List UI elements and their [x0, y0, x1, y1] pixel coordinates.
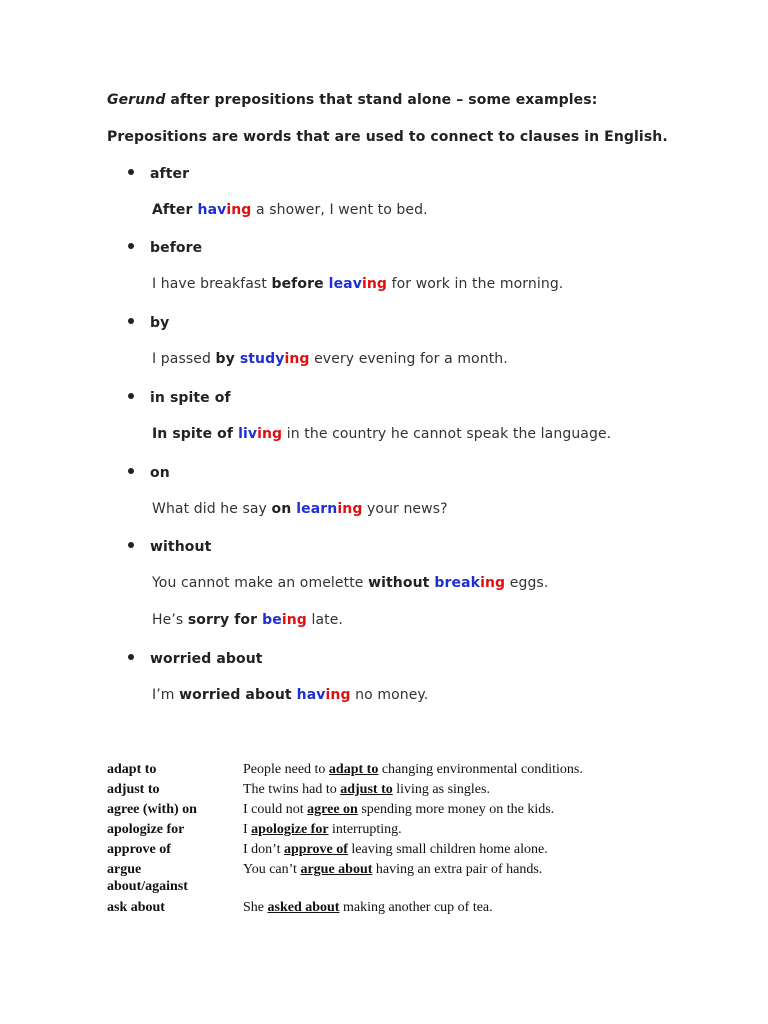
preposition-label: without: [150, 539, 212, 555]
bullet-icon: [128, 169, 134, 175]
verb-stem: liv: [238, 426, 258, 442]
ing-suffix: ing: [480, 575, 506, 591]
heading-gerund-word: Gerund: [107, 92, 166, 108]
bullet-icon: [128, 243, 134, 249]
example-text: every evening for a month.: [309, 351, 508, 367]
table-example-text: I: [243, 822, 252, 837]
bullet-icon: [128, 654, 134, 660]
table-example-text: The twins had to: [243, 782, 341, 797]
example-text: I have breakfast: [152, 276, 272, 292]
ing-suffix: ing: [325, 687, 351, 703]
table-example-text: leaving small children home alone.: [347, 842, 548, 857]
table-example: [243, 841, 548, 858]
table-example-phrase: agree on: [307, 802, 358, 817]
list-item: [128, 166, 189, 182]
table-example-text: People need to: [243, 762, 329, 777]
table-example-phrase: asked about: [267, 900, 340, 915]
verb-stem: hav: [197, 202, 227, 218]
verb-stem: be: [262, 612, 282, 628]
table-example-text: She: [243, 900, 268, 915]
table-example-phrase: argue about: [300, 862, 373, 877]
list-item: [128, 315, 169, 331]
table-example-text: You can’t: [243, 862, 301, 877]
table-example-phrase: adapt to: [328, 762, 379, 777]
example-sentence: [152, 276, 563, 292]
example-text: no money.: [350, 687, 429, 703]
example-text: late.: [306, 612, 343, 628]
example-sentence: [152, 687, 428, 703]
table-term: adapt to: [107, 762, 157, 777]
bullet-icon: [128, 468, 134, 474]
ing-suffix: ing: [361, 276, 388, 292]
list-item: [128, 240, 202, 256]
example-sentence: [152, 612, 343, 628]
table-example-phrase: apologize for: [251, 822, 329, 837]
ing-suffix: ing: [281, 612, 307, 628]
table-example-phrase: approve of: [283, 842, 348, 857]
example-preposition: on: [271, 501, 297, 517]
table-example-phrase: adjust to: [340, 782, 393, 797]
example-text: your news?: [362, 501, 448, 517]
example-text: What did he say: [152, 501, 272, 517]
verb-stem: hav: [296, 687, 326, 703]
example-preposition: by: [215, 351, 240, 367]
table-example: [243, 801, 554, 818]
example-text: eggs.: [505, 575, 549, 591]
table-example: [243, 761, 583, 778]
bullet-icon: [128, 318, 134, 324]
example-text: He’s: [152, 612, 188, 628]
bullet-icon: [128, 542, 134, 548]
table-term: adjust to: [107, 782, 160, 797]
preposition-label: before: [150, 240, 203, 256]
example-sentence: [152, 575, 548, 591]
preposition-label: by: [150, 315, 170, 331]
list-item: [128, 651, 263, 667]
table-term: argue about/against: [107, 862, 188, 894]
table-example-text: interrupting.: [328, 822, 402, 837]
preposition-label: after: [150, 166, 190, 182]
example-sentence: [152, 426, 611, 442]
example-text: You cannot make an omelette: [152, 575, 369, 591]
example-preposition: worried about: [179, 687, 297, 703]
preposition-label: on: [150, 465, 170, 481]
example-text: I passed: [152, 351, 216, 367]
example-sentence: [152, 501, 448, 517]
table-example: [243, 899, 493, 916]
table-term: apologize for: [107, 822, 185, 837]
table-example: [243, 821, 402, 838]
table-example-text: spending more money on the kids.: [357, 802, 555, 817]
example-preposition: sorry for: [187, 612, 263, 628]
ing-suffix: ing: [257, 426, 283, 442]
table-example-text: I don’t: [243, 842, 284, 857]
example-sentence: [152, 351, 508, 367]
table-term: agree (with) on: [107, 802, 197, 817]
table-example-text: I could not: [243, 802, 308, 817]
preposition-label: in spite of: [150, 390, 231, 406]
list-item: [128, 390, 231, 406]
list-item: [128, 539, 211, 555]
example-text: for work in the morning.: [387, 276, 564, 292]
verb-stem: study: [239, 351, 285, 367]
table-example-text: having an extra pair of hands.: [372, 862, 543, 877]
verb-stem: break: [434, 575, 481, 591]
table-example-text: making another cup of tea.: [339, 900, 493, 915]
page-heading: [107, 92, 597, 108]
example-preposition: without: [368, 575, 435, 591]
preposition-label: worried about: [150, 651, 263, 667]
table-term: approve of: [107, 842, 171, 857]
table-example: [243, 861, 542, 878]
verb-stem: learn: [296, 501, 338, 517]
ing-suffix: ing: [337, 501, 363, 517]
table-example-text: living as singles.: [392, 782, 490, 797]
page-subheading: Prepositions are words that are used to connect to clauses in English.: [107, 129, 668, 145]
table-example: [243, 781, 490, 798]
example-preposition: before: [271, 276, 329, 292]
example-text: I’m: [152, 687, 180, 703]
table-example-text: changing environmental conditions.: [378, 762, 583, 777]
example-sentence: [152, 202, 428, 218]
example-text: in the country he cannot speak the language.: [282, 426, 612, 442]
example-text: a shower, I went to bed.: [251, 202, 428, 218]
table-term: ask about: [107, 900, 165, 915]
bullet-icon: [128, 393, 134, 399]
list-item: [128, 465, 170, 481]
verb-stem: leav: [328, 276, 362, 292]
ing-suffix: ing: [226, 202, 252, 218]
example-preposition: After: [152, 202, 198, 218]
example-preposition: In spite of: [152, 426, 239, 442]
heading-text: after prepositions that stand alone – some examples:: [165, 92, 598, 108]
ing-suffix: ing: [284, 351, 310, 367]
